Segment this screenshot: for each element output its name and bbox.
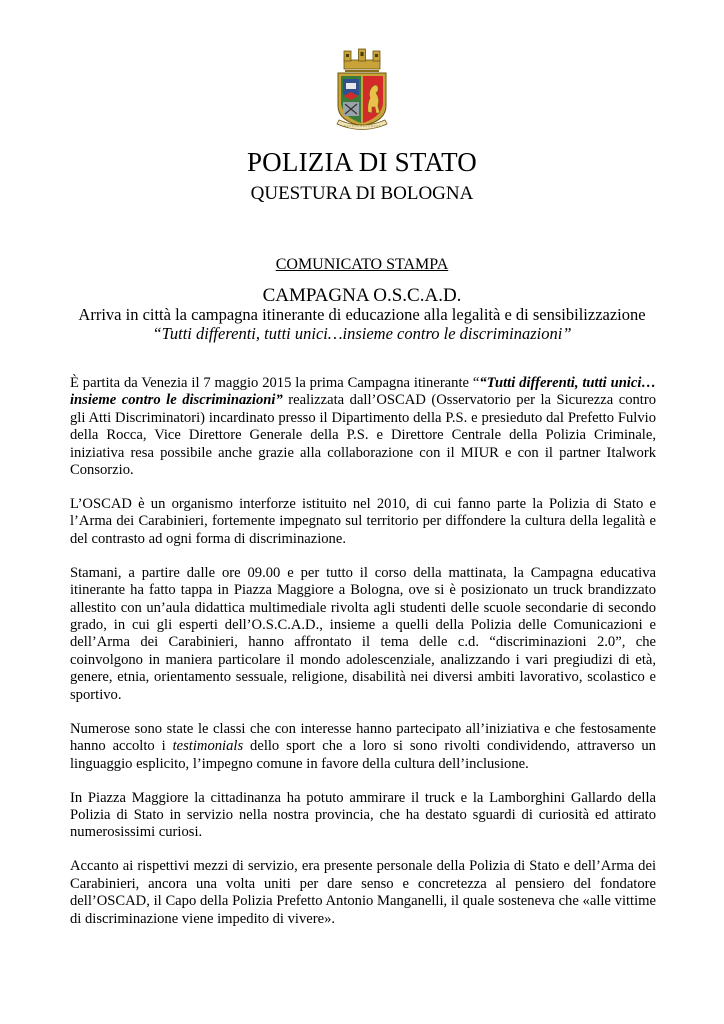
slogan xyxy=(0,324,724,344)
slogan-open-quote: “ xyxy=(152,324,162,343)
paragraph-4-intro: Numerose sono state le classi che con interesse hanno partecipato all’iniziativa e che festosamente hanno accolto i xyxy=(70,720,656,755)
paragraph-3: Stamani, a partire dalle ore 09.00 e per tutto il corso della mattinata, la Campagna educativa itinerante ha fatto tappa in Piazza Maggiore a Bologna, ove si è posizionato un truck brandizzato allestito con un’aula didattica multimediale rivolta agli studenti delle scuole secondarie di secondo grado, in cui gli esperti dell’O.S.C.A.D., insieme a quelli della Polizia delle Comunicazioni e dell’Arma dei Carabinieri, hanno affrontato il tema delle c.d. “discriminazioni 2.0”, che coinvolgono in maniera particolare il mondo adolescenziale, analizzando i vari pregiudizi di età, genere, etnia, orientamento sessuale, religione, disabilità nei diversi ambiti lavorativo, scolastico e sportivo. xyxy=(70,564,656,703)
testimonials-emphasis: testimonials xyxy=(172,738,244,755)
slogan-text: Tutti differenti, tutti unici…insieme contro le discriminazioni xyxy=(161,324,563,343)
paragraph-4-rest: dello sport che a loro si sono rivolti condividendo, attraverso un linguaggio esplicito, l’impegno comune in favore della cultura dell’inclusione. xyxy=(70,738,656,772)
slogan-close-quote: ” xyxy=(562,324,572,343)
polizia-di-stato-emblem-icon xyxy=(331,46,393,134)
paragraph-2: L’OSCAD è un organismo interforze istituito nel 2010, di cui fanno parte la Polizia di Stato e l’Arma dei Carabinieri, fortemente impegnato sul territorio per diffondere la cultura della legalità e del contrasto ad ogni forma di discriminazione. xyxy=(70,496,656,547)
campaign-slogan-emphasis: “Tutti differenti, tutti unici… insieme contro le discriminazioni xyxy=(70,375,656,409)
paragraph-5: In Piazza Maggiore la cittadinanza ha potuto ammirare il truck e la Lamborghini Gallardo della Polizia di Stato in servizio nella nostra provincia, che ha destato sguardi di curiosità ed attirato numerosissimi curiosi. xyxy=(70,789,656,841)
paragraph-1-rest: realizzata dall’OSCAD (Osservatorio per la Sicurezza contro gli Atti Discriminatori) incardinato presso il Dipartimento della P.S. e presieduto dal Prefetto Fulvio della Rocca, Vice Direttore Generale della P.S. e Direttore Centrale della Polizia Criminale, iniziativa resa possibile anche grazie alla collaborazione con il MIUR e con il partner Italwork Consorzio. xyxy=(70,392,656,479)
page-title: POLIZIA DI STATO xyxy=(246,147,478,177)
paragraph-1-intro: È partita da Venezia il 7 maggio 2015 la prima Campagna itinerante “ xyxy=(70,375,480,391)
article-body xyxy=(70,375,656,928)
campaign-title: CAMPAGNA O.S.C.A.D. xyxy=(262,285,462,306)
paragraph-1 xyxy=(70,375,656,479)
press-release-label: COMUNICATO STAMPA xyxy=(275,256,449,273)
headline: Arriva in città la campagna itinerante di educazione alla legalità e di sensibilizzazione xyxy=(78,305,646,324)
paragraph-4 xyxy=(70,721,656,773)
page-subtitle: QUESTURA DI BOLOGNA xyxy=(250,183,474,204)
campaign-slogan-close-quote: ” xyxy=(275,392,283,409)
paragraph-6: Accanto ai rispettivi mezzi di servizio, era presente personale della Polizia di Stato e dell’Arma dei Carabinieri, ancora una volta uniti per dare senso e concretezza al pensiero del fondatore dell’OSCAD, il Capo della Polizia Prefetto Antonio Manganelli, il quale sosteneva che «alle vittime di discriminazione viene impedito di vivere». xyxy=(70,858,656,927)
